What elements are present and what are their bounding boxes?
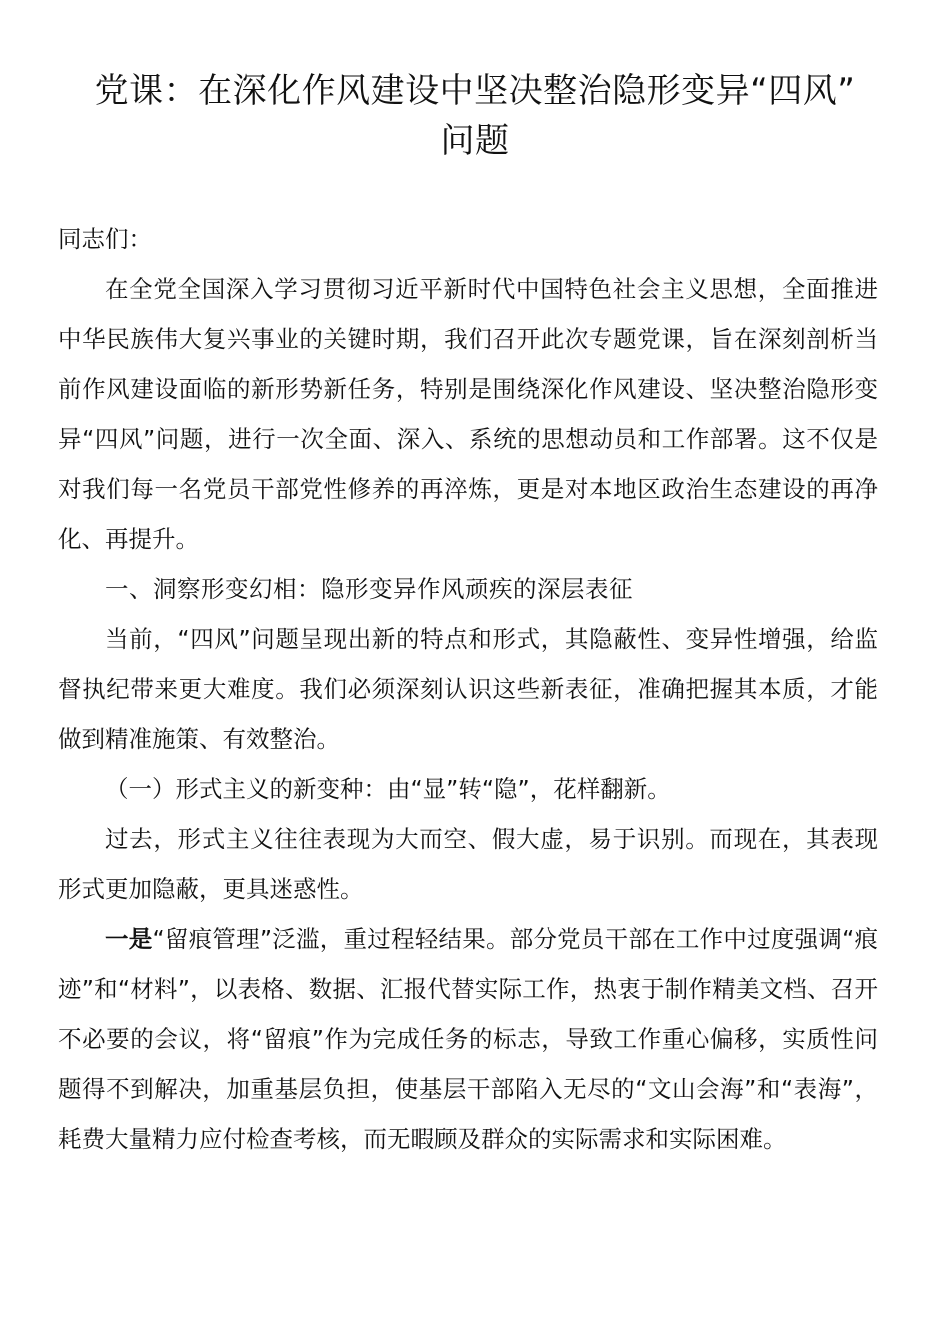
- point-1-paragraph: [58, 914, 878, 1164]
- subsection-1-heading: （一）形式主义的新变种：由“显”转“隐”，花样翻新。: [105, 775, 671, 803]
- document-body: [58, 214, 878, 1164]
- paragraph-intro: 在全党全国深入学习贯彻习近平新时代中国特色社会主义思想，全面推进中华民族伟大复兴事业的关键时期，我们召开此次专题党课，旨在深刻剖析当前作风建设面临的新形势新任务，特别是围绕深化作风建设、坚决整治隐形变异“四风”问题，进行一次全面、深入、系统的思想动员和工作部署。这不仅是对我们每一名党员干部党性修养的再淬炼，更是对本地区政治生态建设的再净化、再提升。: [58, 275, 878, 553]
- point-1-label: 一是: [105, 925, 153, 953]
- section-1-heading: 一、洞察形变幻相：隐形变异作风顽疾的深层表征: [105, 575, 633, 603]
- salutation: 同志们：: [58, 225, 152, 253]
- point-1-text: “留痕管理”泛滥，重过程轻结果。部分党员干部在工作中过度强调“痕迹”和“材料”，以表格、数据、汇报代替实际工作，热衷于制作精美文档、召开不必要的会议，将“留痕”作为完成任务的标志，导致工作重心偏移，实质性问题得不到解决，加重基层负担，使基层干部陷入无尽的“文山会海”和“表海”，耗费大量精力应付检查考核，而无暇顾及群众的实际需求和实际困难。: [58, 925, 878, 1153]
- title-line-1: 党课：在深化作风建设中坚决整治隐形变异“四风”: [94, 71, 856, 111]
- subsection-1-paragraph: 过去，形式主义往往表现为大而空、假大虚，易于识别。而现在，其表现形式更加隐蔽，更具迷惑性。: [58, 825, 878, 903]
- title-line-2: 问题: [440, 121, 510, 161]
- document-title: [60, 66, 890, 166]
- section-1-paragraph: 当前，“四风”问题呈现出新的特点和形式，其隐蔽性、变异性增强，给监督执纪带来更大难度。我们必须深刻认识这些新表征，准确把握其本质，才能做到精准施策、有效整治。: [58, 625, 878, 753]
